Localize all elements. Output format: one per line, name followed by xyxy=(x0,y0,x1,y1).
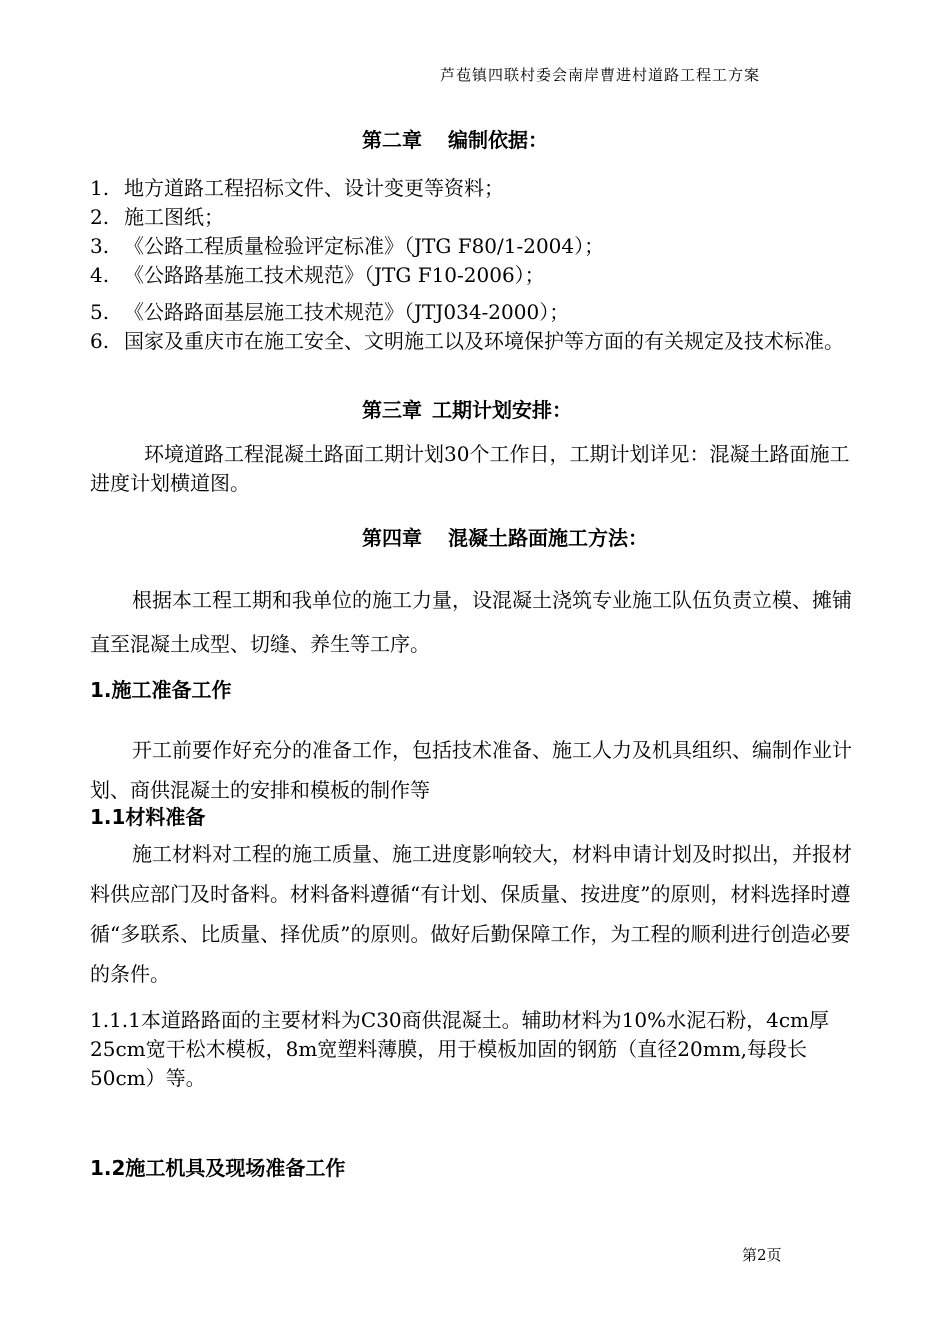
chapter-2-label: 第二章 xyxy=(362,128,422,152)
list-item-number: 3. xyxy=(90,234,110,258)
running-header: 芦苞镇四联村委会南岸曹进村道路工程工方案 xyxy=(439,66,760,84)
list-item-text: 《公路工程质量检验评定标准》（JTG F80/1-2004）； xyxy=(124,234,605,258)
section-1-1-paragraph: 施工材料对工程的施工质量、施工进度影响较大，材料申请计划及时拟出，并报材料供应部门及时备料。材料备料遵循“有计划、保质量、按进度”的原则，材料选择时遵循“多联系、比质量、择优质”的原则。做好后勤保障工作，为工程的顺利进行创造必要的条件。 xyxy=(90,842,852,986)
chapter-3-title: 工期计划安排： xyxy=(432,398,572,422)
chapter-3-label: 第三章 xyxy=(362,398,422,422)
section-1-1-1-paragraph: 1.1.1本道路路面的主要材料为C30商供混凝土。辅助材料为10%水泥石粉，4cm厚25cm宽干松木模板，8m宽塑料薄膜，用于模板加固的钢筋（直径20mm,每段长50cm）等。 xyxy=(90,1008,829,1090)
section-1-1-title: 1.1材料准备 xyxy=(90,805,206,829)
chapter-2-heading xyxy=(0,124,950,153)
list-item-number: 4. xyxy=(90,263,110,287)
section-1-paragraph: 开工前要作好充分的准备工作，包括技术准备、施工人力及机具组织、编制作业计划、商供混凝土的安排和模板的制作等 xyxy=(90,738,852,802)
chapter-2-title: 编制依据： xyxy=(448,128,548,152)
section-1-title: 1.施工准备工作 xyxy=(90,678,232,702)
list-item-text: 地方道路工程招标文件、设计变更等资料； xyxy=(124,176,504,200)
list-item xyxy=(90,203,870,232)
list-item xyxy=(90,174,870,203)
list-item-text: 施工图纸； xyxy=(124,205,224,229)
method-paragraph: 根据本工程工期和我单位的施工力量，设混凝土浇筑专业施工队伍负责立模、摊铺直至混凝土成型、切缝、养生等工序。 xyxy=(90,588,852,656)
list-item-text: 国家及重庆市在施工安全、文明施工以及环境保护等方面的有关规定及技术标准。 xyxy=(124,329,844,353)
list-item-number: 6. xyxy=(90,329,110,353)
chapter-4-label: 第四章 xyxy=(362,526,422,550)
list-item-text: 《公路路面基层施工技术规范》（JTJ034-2000）； xyxy=(124,300,570,324)
list-item-number: 2. xyxy=(90,205,110,229)
list-item xyxy=(90,327,870,356)
header-rule xyxy=(90,96,860,97)
list-item-text: 《公路路基施工技术规范》（JTG F10-2006）； xyxy=(124,263,545,287)
list-item-number: 1. xyxy=(90,176,110,200)
schedule-paragraph: 环境道路工程混凝土路面工期计划30个工作日，工期计划详见：混凝土路面施工进度计划横道图。 xyxy=(90,442,850,495)
list-item xyxy=(90,298,870,327)
chapter-4-title: 混凝土路面施工方法： xyxy=(448,526,648,550)
chapter-4-heading xyxy=(0,522,950,551)
section-1-2-title: 1.2施工机具及现场准备工作 xyxy=(90,1156,346,1180)
basis-list xyxy=(90,174,870,356)
list-item-number: 5. xyxy=(90,300,110,324)
list-item xyxy=(90,232,870,261)
list-item xyxy=(90,261,870,290)
chapter-3-heading xyxy=(0,394,950,423)
page-number: 第2页 xyxy=(742,1246,782,1264)
